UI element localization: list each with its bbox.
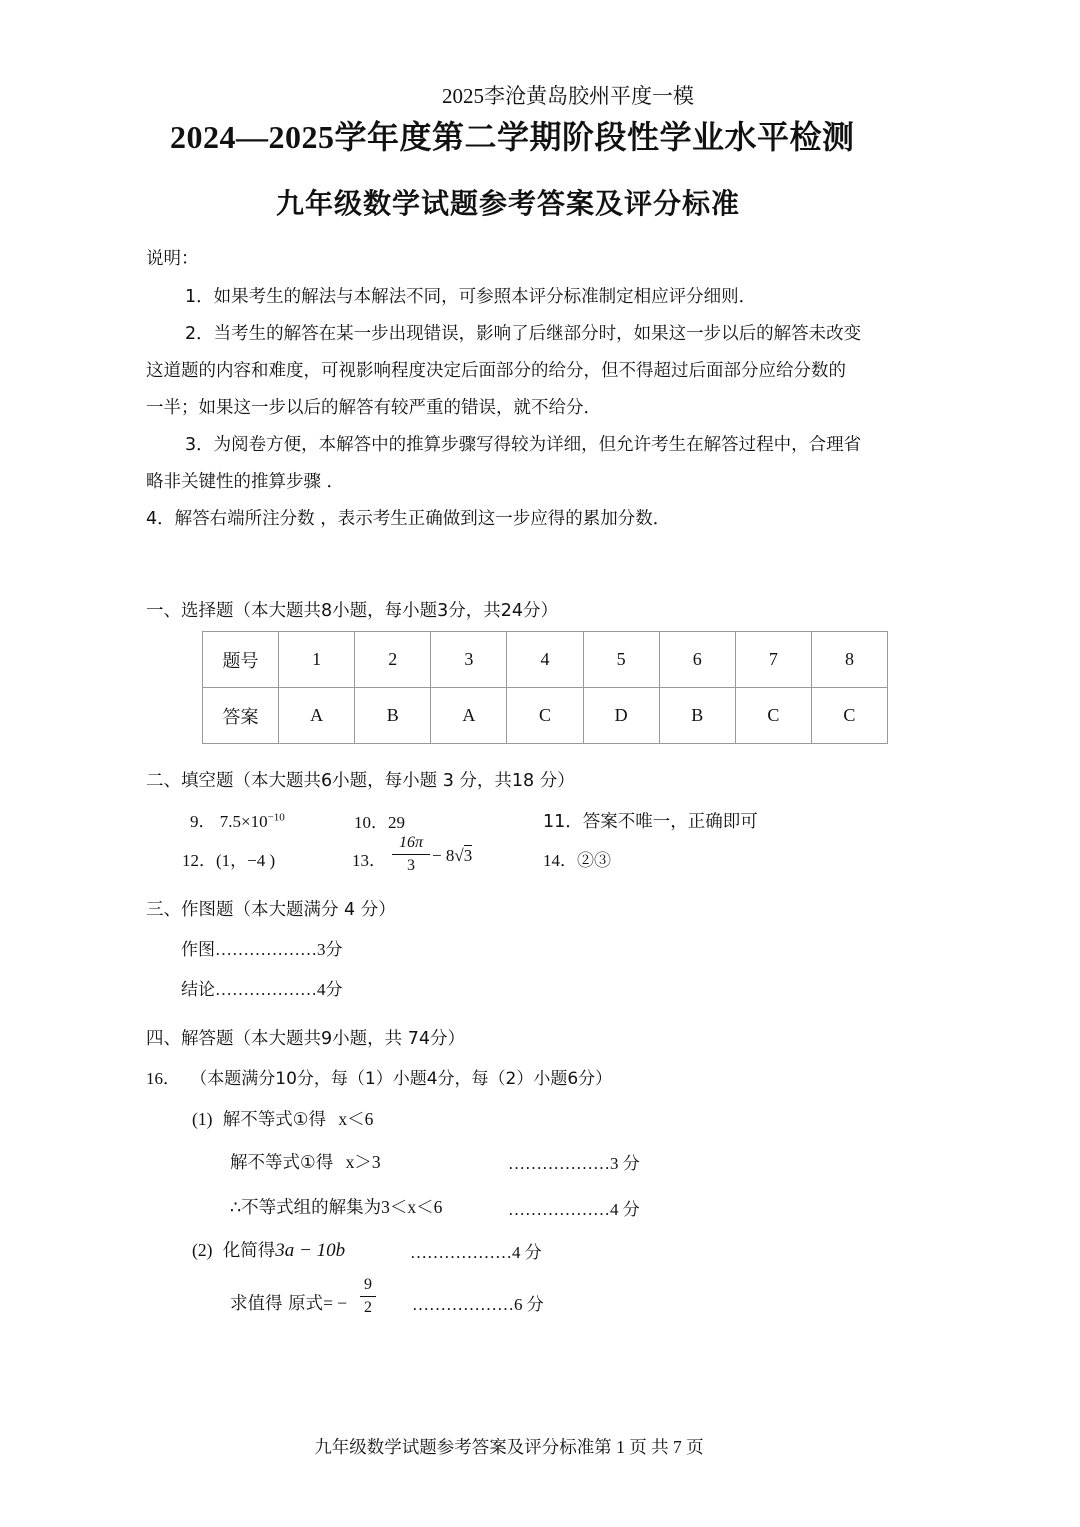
notes-heading: 说明： <box>146 249 199 269</box>
q16-part2-step2 <box>230 1290 347 1315</box>
answer-cell: B <box>659 688 735 744</box>
q9-label: 9． <box>190 812 216 831</box>
fraction-bar <box>360 1296 376 1297</box>
answer-q10: 10．29 <box>354 813 405 832</box>
page-footer: 九年级数学试题参考答案及评分标准第 1 页 共 7 页 <box>314 1437 704 1457</box>
score-value: 3 分 <box>610 1154 640 1173</box>
question-number-cell: 7 <box>735 632 811 688</box>
q16-part2-step2-score <box>412 1290 544 1315</box>
score-dots: ……………… <box>215 940 317 959</box>
q16-label: 16． <box>146 1069 180 1088</box>
page-title: 2024—2025学年度第二学期阶段性学业水平检测 <box>170 119 855 155</box>
exam-source-label: 2025李沧黄岛胶州平度一模 <box>442 84 694 108</box>
table-header-answer: 答案 <box>203 688 279 744</box>
score-dots: ……………… <box>508 1200 610 1219</box>
score-value: 4 分 <box>610 1200 640 1219</box>
q9-mantissa: 7.5×10 <box>219 812 268 831</box>
q13-rest: − 8 <box>432 846 455 865</box>
q16-header <box>146 1064 612 1089</box>
answer-q11: 11．答案不唯一，正确即可 <box>543 812 758 832</box>
answer-cell: A <box>431 688 507 744</box>
section-3-title: 三、作图题（本大题满分 4 分） <box>146 900 396 920</box>
part1-label: (1) <box>192 1109 213 1129</box>
step-text: 化简得 <box>222 1241 276 1261</box>
score-value: 6 分 <box>514 1295 544 1314</box>
part2-fraction <box>360 1276 376 1317</box>
step-text: 求值得 原式 <box>230 1294 324 1314</box>
score-value: 4分 <box>317 980 343 999</box>
conclusion-label: 结论 <box>181 980 215 1000</box>
q13-fraction <box>392 834 430 875</box>
table-row-answers <box>203 688 888 744</box>
construction-line-2 <box>181 975 343 1000</box>
question-number-cell: 4 <box>507 632 583 688</box>
note-item-3-line-2: 略非关键性的推算步骤 ． <box>146 472 345 492</box>
question-number-cell: 2 <box>355 632 431 688</box>
part2-label: (2) <box>192 1240 213 1260</box>
q13-numerator: 16π <box>398 834 423 851</box>
note-item-2-line-3: 一半；如果这一步以后的解答有较严重的错误，就不给分． <box>146 398 601 418</box>
answer-q12: 12．(1，−4 ) <box>182 851 276 870</box>
table-row-numbers <box>203 632 888 688</box>
answer-cell: C <box>507 688 583 744</box>
q16-part1-step3-score <box>508 1195 640 1220</box>
score-value: 4 分 <box>512 1243 542 1262</box>
step-math: = − <box>323 1293 348 1313</box>
step-math: 3a − 10b <box>275 1240 346 1261</box>
note-item-1: 1．如果考生的解法与本解法不同，可参照本评分标准制定相应评分细则． <box>185 287 757 307</box>
part2-denominator: 2 <box>364 1299 372 1316</box>
construction-line-1 <box>181 935 343 960</box>
q13-radicand: 3 <box>463 846 473 865</box>
answer-cell: C <box>735 688 811 744</box>
answer-table <box>202 631 888 744</box>
answer-q14: 14．②③ <box>543 851 611 870</box>
question-number-cell: 3 <box>431 632 507 688</box>
answer-cell: D <box>583 688 659 744</box>
q16-part2-step1 <box>192 1237 345 1262</box>
section-2-title: 二、填空题（本大题共6小题，每小题 3 分，共18 分） <box>146 771 575 791</box>
note-item-4: 4．解答右端所注分数 ，表示考生正确做到这一步应得的累加分数． <box>146 509 671 529</box>
step-text: 解不等式①得 <box>230 1153 334 1173</box>
question-number-cell: 1 <box>279 632 355 688</box>
step-math: x＞3 <box>345 1152 381 1172</box>
step-text: ∴不等式组的解集为 <box>230 1198 382 1218</box>
q16-description: （本题满分10分，每（1）小题4分，每（2）小题6分） <box>190 1069 613 1089</box>
q13-label: 13． <box>352 851 386 870</box>
page-subtitle: 九年级数学试题参考答案及评分标准 <box>275 187 740 220</box>
q16-part1-step2-score <box>508 1149 640 1174</box>
q16-part1-step1 <box>192 1106 373 1131</box>
q16-part1-step2 <box>230 1149 381 1174</box>
q16-part2-step1-score <box>410 1238 542 1263</box>
q9-exponent: −10 <box>267 811 285 824</box>
question-number-cell: 8 <box>811 632 887 688</box>
answer-cell: B <box>355 688 431 744</box>
question-number-cell: 5 <box>583 632 659 688</box>
step-text: 解不等式①得 <box>222 1110 326 1130</box>
q13-expression <box>432 846 472 866</box>
score-value: 3分 <box>317 940 343 959</box>
score-dots: ……………… <box>508 1154 610 1173</box>
note-item-2-line-1: 2．当考生的解答在某一步出现错误，影响了后继部分时，如果这一步以后的解答未改变 <box>185 324 862 344</box>
sqrt-sign: √ <box>454 846 464 865</box>
score-dots: ……………… <box>215 980 317 999</box>
section-1-title: 一、选择题（本大题共8小题，每小题3分，共24分） <box>146 601 559 621</box>
note-item-2-line-2: 这道题的内容和难度，可视影响程度决定后面部分的给分，但不得超过后面部分应给分数的 <box>146 361 846 381</box>
q16-part1-step3 <box>230 1194 442 1219</box>
table-header-number: 题号 <box>203 632 279 688</box>
part2-numerator: 9 <box>364 1276 372 1293</box>
score-dots: ……………… <box>412 1295 514 1314</box>
q13-denominator: 3 <box>407 857 415 874</box>
step-math: 3＜x＜6 <box>381 1197 443 1217</box>
construction-label: 作图 <box>181 940 215 960</box>
question-number-cell: 6 <box>659 632 735 688</box>
note-item-3-line-1: 3．为阅卷方便，本解答中的推算步骤写得较为详细，但允许考生在解答过程中，合理省 <box>185 435 862 455</box>
answer-cell: A <box>279 688 355 744</box>
step-math: x＜6 <box>338 1109 374 1129</box>
answer-q9 <box>190 807 285 832</box>
score-dots: ……………… <box>410 1243 512 1262</box>
section-4-title: 四、解答题（本大题共9小题，共 74分） <box>146 1029 465 1049</box>
fraction-bar <box>392 854 430 855</box>
answer-cell: C <box>811 688 887 744</box>
